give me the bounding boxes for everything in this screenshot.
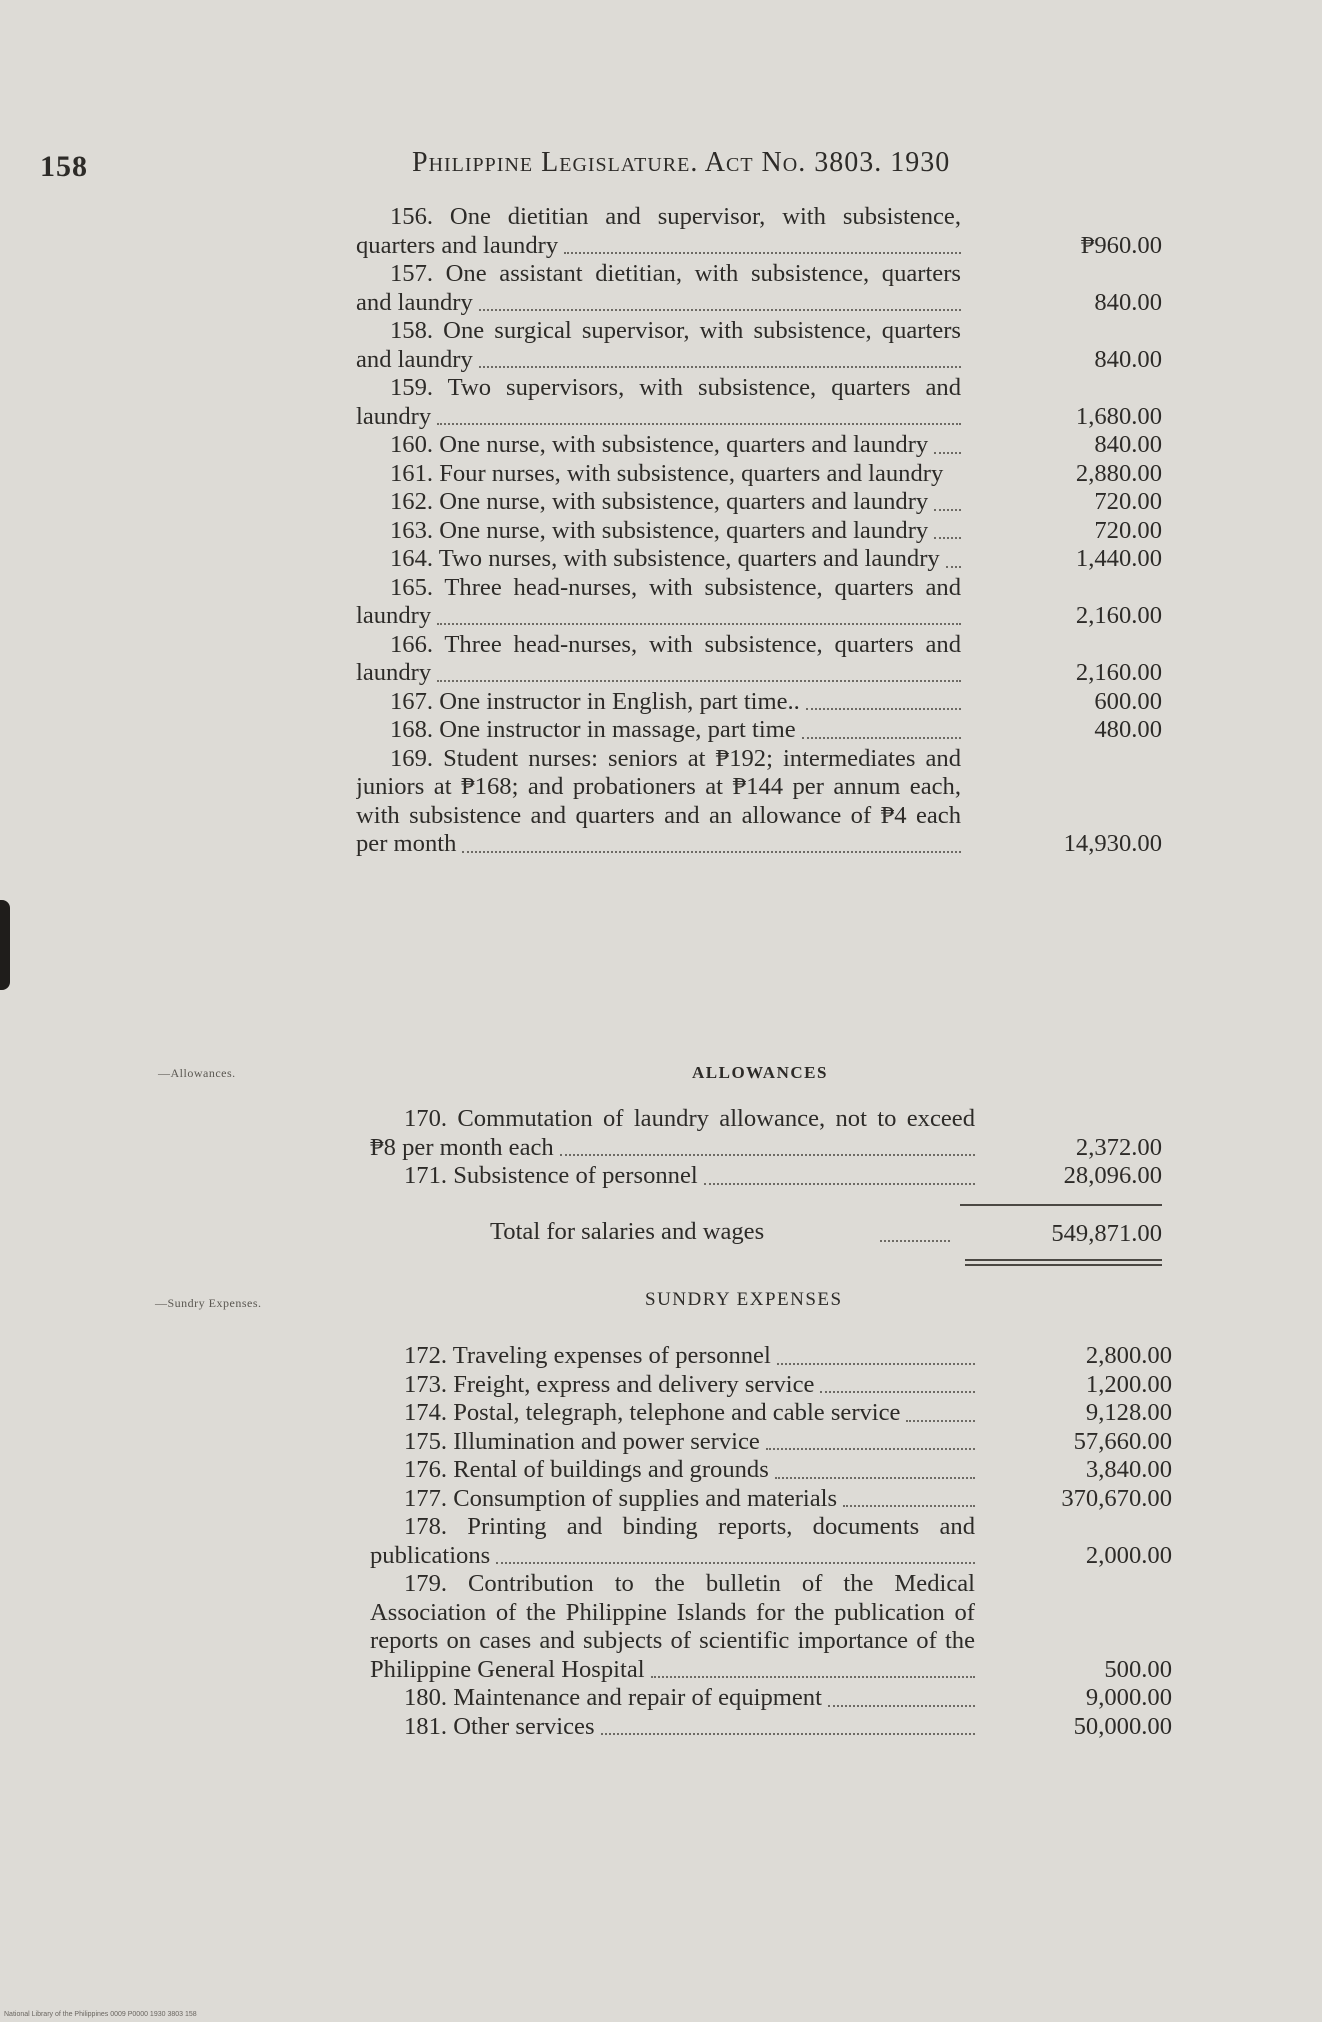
line-item-description: 172. Traveling expenses of personnel bbox=[404, 1342, 771, 1369]
line-item-amount: 720.00 bbox=[1094, 516, 1162, 544]
line-item bbox=[356, 688, 1162, 717]
line-item-amount: 480.00 bbox=[1094, 716, 1162, 743]
leader-dots bbox=[560, 1152, 975, 1156]
line-item bbox=[370, 1570, 1172, 1684]
section-title-sundry-expenses: SUNDRY EXPENSES bbox=[645, 1289, 843, 1310]
total-rule-bottom-1 bbox=[965, 1259, 1162, 1261]
leader-dots bbox=[704, 1181, 975, 1185]
total-label: Total for salaries and wages bbox=[490, 1218, 765, 1245]
margin-note-sundry-expenses: —Sundry Expenses. bbox=[155, 1296, 262, 1310]
line-item bbox=[370, 1399, 1172, 1428]
sundry-expenses-items bbox=[370, 1342, 1172, 1741]
total-row bbox=[370, 1218, 1162, 1248]
line-item-amount: 2,372.00 bbox=[1075, 1133, 1162, 1161]
leader-dots bbox=[802, 735, 961, 739]
line-item-description: 158. One surgical supervisor, with subsistence, quarters and laundry bbox=[356, 317, 961, 373]
line-item bbox=[370, 1342, 1172, 1371]
total-rule-bottom-2 bbox=[965, 1264, 1162, 1266]
line-item-amount: 2,160.00 bbox=[1075, 602, 1162, 629]
allowances-items bbox=[370, 1105, 1162, 1191]
line-item-description: 181. Other services bbox=[404, 1712, 595, 1740]
line-item-amount: 1,440.00 bbox=[1075, 545, 1162, 572]
line-item bbox=[356, 317, 1162, 374]
line-item-amount: 14,930.00 bbox=[1063, 830, 1162, 857]
line-item-amount: 840.00 bbox=[1094, 345, 1162, 373]
leader-dots bbox=[843, 1503, 975, 1507]
line-item-description: 170. Commutation of laundry allowance, not to exceed ₱8 per month each bbox=[370, 1105, 975, 1161]
line-item-description: 163. One nurse, with subsistence, quarters and laundry bbox=[390, 516, 929, 544]
line-item-amount: 370,670.00 bbox=[1061, 1484, 1172, 1512]
line-item-description: 169. Student nurses: seniors at ₱192; intermediates and juniors at ₱168; and probationers at ₱144 per annum each, with subsistence and quarters and an allowance of ₱4 each per month bbox=[356, 744, 961, 857]
line-item bbox=[370, 1713, 1172, 1742]
leader-dots bbox=[775, 1475, 975, 1479]
line-item-amount: 2,000.00 bbox=[1085, 1541, 1172, 1569]
line-item-description: 157. One assistant dietitian, with subsistence, quarters and laundry bbox=[356, 260, 961, 316]
line-item-amount: 2,160.00 bbox=[1075, 659, 1162, 686]
line-item bbox=[356, 460, 1162, 489]
leader-dots bbox=[946, 564, 961, 568]
line-item-description: 177. Consumption of supplies and materials bbox=[404, 1484, 838, 1512]
line-item-amount: 500.00 bbox=[1104, 1655, 1172, 1683]
leader-dots bbox=[479, 364, 961, 368]
line-item bbox=[370, 1513, 1172, 1570]
leader-dots bbox=[601, 1731, 975, 1735]
line-item-amount: 57,660.00 bbox=[1073, 1427, 1172, 1455]
line-item bbox=[370, 1371, 1172, 1400]
leader-dots bbox=[806, 706, 961, 710]
line-item-description: 162. One nurse, with subsistence, quarters and laundry bbox=[390, 488, 929, 515]
leader-dots bbox=[437, 621, 961, 625]
leader-dots bbox=[934, 507, 961, 511]
page-number: 158 bbox=[40, 150, 88, 183]
line-item bbox=[356, 545, 1162, 574]
line-item-amount: 1,680.00 bbox=[1075, 402, 1162, 430]
total-rule-top bbox=[960, 1204, 1162, 1206]
line-item-description: 178. Printing and binding reports, documents and publications bbox=[370, 1513, 975, 1569]
line-item-amount: 28,096.00 bbox=[1063, 1162, 1162, 1189]
line-item bbox=[370, 1162, 1162, 1191]
leader-dots bbox=[437, 678, 961, 682]
line-item-amount: 1,200.00 bbox=[1085, 1370, 1172, 1398]
line-item bbox=[356, 631, 1162, 688]
line-item bbox=[370, 1485, 1172, 1514]
line-item-description: 173. Freight, express and delivery service bbox=[404, 1370, 815, 1398]
line-item-amount: 9,128.00 bbox=[1085, 1399, 1172, 1426]
appropriation-items-hospital-staff bbox=[356, 203, 1162, 859]
line-item bbox=[356, 431, 1162, 460]
line-item bbox=[356, 574, 1162, 631]
line-item-amount: 50,000.00 bbox=[1073, 1712, 1172, 1740]
line-item-amount: ₱960.00 bbox=[1080, 231, 1162, 259]
line-item bbox=[370, 1105, 1162, 1162]
line-item-description: 160. One nurse, with subsistence, quarters and laundry bbox=[390, 431, 929, 458]
margin-note-allowances: —Allowances. bbox=[158, 1066, 236, 1080]
line-item bbox=[356, 374, 1162, 431]
leader-dots bbox=[496, 1560, 975, 1564]
line-item-amount: 2,800.00 bbox=[1085, 1342, 1172, 1369]
line-item-description: 156. One dietitian and supervisor, with subsistence, quarters and laundry bbox=[356, 203, 961, 259]
line-item-description: 166. Three head-nurses, with subsistence, quarters and laundry bbox=[356, 630, 961, 686]
line-item-amount: 840.00 bbox=[1094, 431, 1162, 458]
total-leader-dots bbox=[880, 1238, 950, 1242]
line-item-amount: 720.00 bbox=[1094, 488, 1162, 515]
line-item bbox=[370, 1456, 1172, 1485]
leader-dots bbox=[828, 1703, 975, 1707]
line-item-description: 167. One instructor in English, part time.. bbox=[390, 687, 800, 715]
line-item-description: 171. Subsistence of personnel bbox=[404, 1162, 698, 1189]
total-amount: 549,871.00 bbox=[1051, 1219, 1162, 1247]
page-edge-spot bbox=[0, 900, 10, 990]
line-item-description: 164. Two nurses, with subsistence, quarters and laundry bbox=[390, 545, 940, 572]
line-item bbox=[356, 488, 1162, 517]
line-item bbox=[356, 745, 1162, 859]
leader-dots bbox=[564, 250, 961, 254]
line-item-description: 180. Maintenance and repair of equipment bbox=[404, 1684, 822, 1711]
line-item-description: 168. One instructor in massage, part time bbox=[390, 716, 796, 743]
line-item-amount: 600.00 bbox=[1094, 687, 1162, 715]
line-item-amount: 2,880.00 bbox=[1075, 459, 1162, 487]
section-title-allowances: ALLOWANCES bbox=[692, 1063, 828, 1082]
leader-dots bbox=[766, 1446, 975, 1450]
scan-credit: National Library of the Philippines 0009 P0000 1930 3803 158 bbox=[4, 2011, 197, 2018]
line-item-description: 159. Two supervisors, with subsistence, quarters and laundry bbox=[356, 374, 961, 430]
leader-dots bbox=[437, 421, 961, 425]
line-item bbox=[356, 260, 1162, 317]
line-item bbox=[356, 203, 1162, 260]
line-item-description: 174. Postal, telegraph, telephone and cable service bbox=[404, 1399, 901, 1426]
leader-dots bbox=[906, 1418, 975, 1422]
line-item-description: 161. Four nurses, with subsistence, quarters and laundry bbox=[390, 459, 944, 487]
line-item bbox=[356, 716, 1162, 745]
line-item-amount: 9,000.00 bbox=[1085, 1684, 1172, 1711]
line-item-description: 165. Three head-nurses, with subsistence, quarters and laundry bbox=[356, 573, 961, 629]
leader-dots bbox=[934, 535, 961, 539]
leader-dots bbox=[651, 1674, 975, 1678]
leader-dots bbox=[934, 450, 961, 454]
leader-dots bbox=[479, 307, 961, 311]
line-item-description: 179. Contribution to the bulletin of the Medical Association of the Philippine Islands for the publication of reports on cases and subjects of scientific importance of the Philippine General Hospital bbox=[370, 1570, 975, 1683]
leader-dots bbox=[777, 1361, 975, 1365]
line-item bbox=[370, 1684, 1172, 1713]
line-item-description: 176. Rental of buildings and grounds bbox=[404, 1456, 769, 1483]
line-item bbox=[370, 1428, 1172, 1457]
line-item-description: 175. Illumination and power service bbox=[404, 1427, 760, 1455]
running-head: Philippine Legislature. Act No. 3803. 1930 bbox=[412, 147, 951, 178]
line-item-amount: 840.00 bbox=[1094, 288, 1162, 316]
leader-dots bbox=[462, 849, 961, 853]
leader-dots bbox=[820, 1389, 975, 1393]
line-item bbox=[356, 517, 1162, 546]
line-item-amount: 3,840.00 bbox=[1085, 1456, 1172, 1483]
